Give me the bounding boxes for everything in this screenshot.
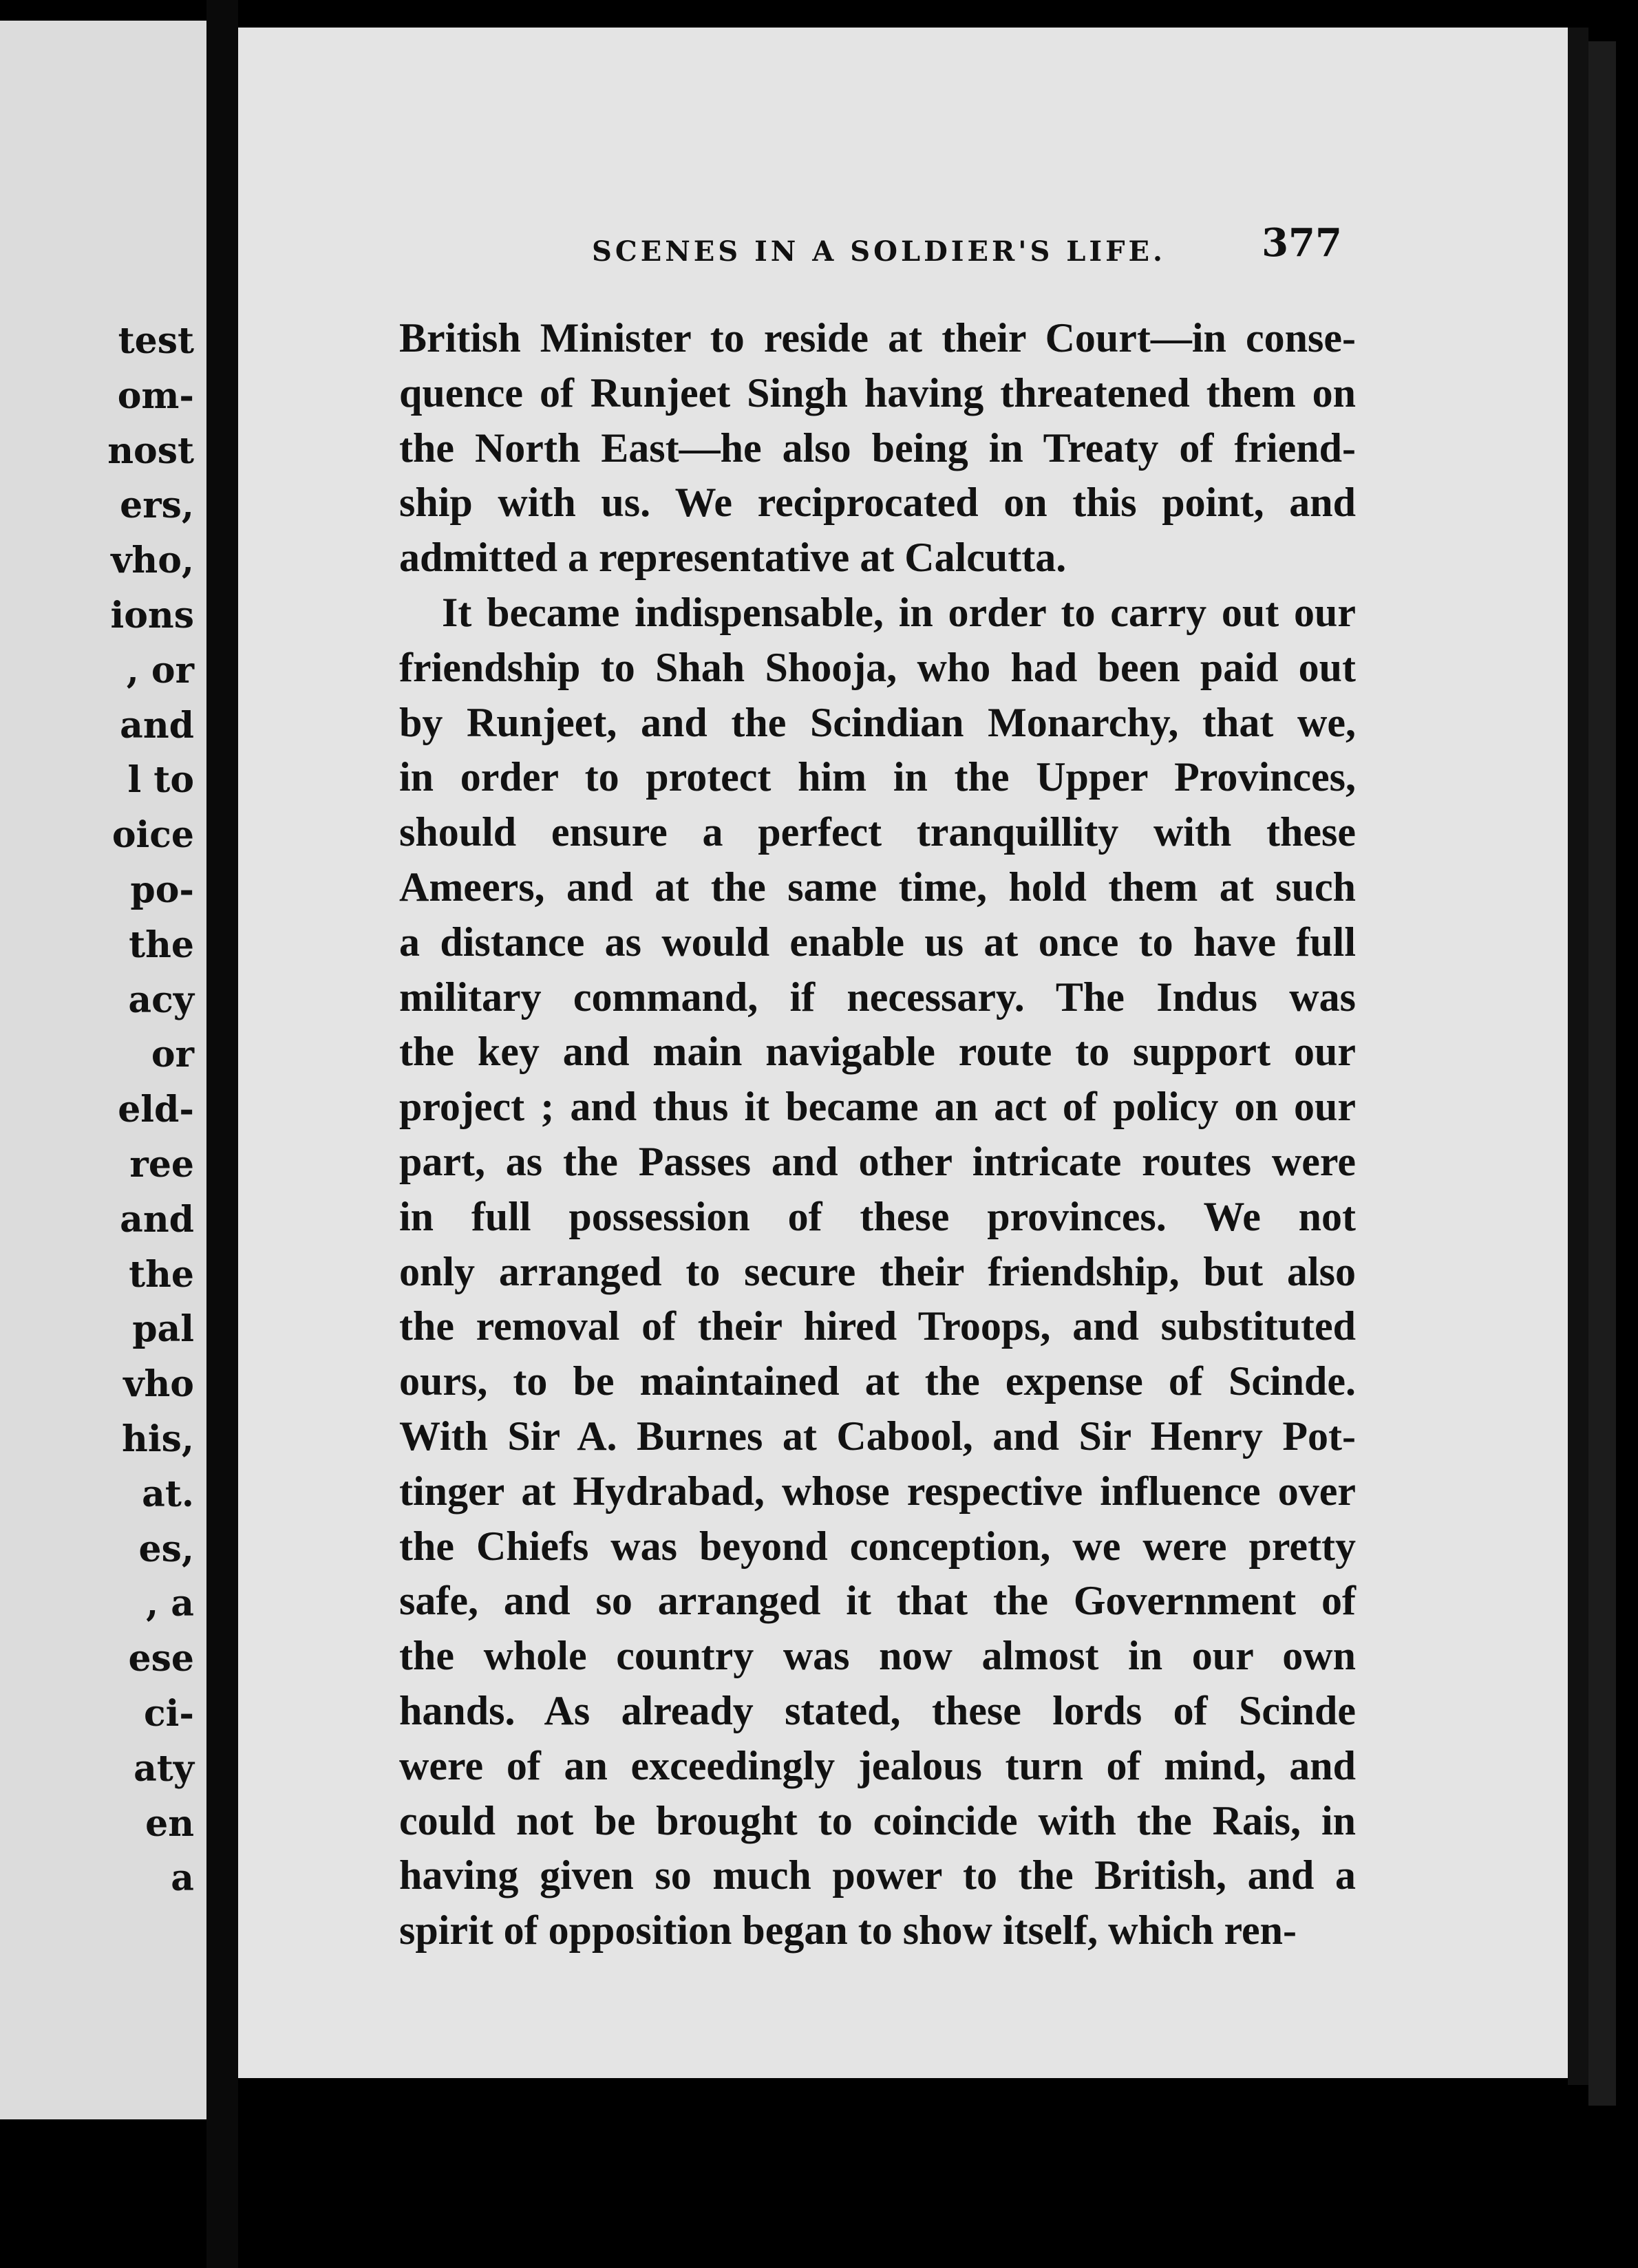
- text-line: the Chiefs was beyond conception, we were pretty: [399, 1523, 1356, 1569]
- facing-page-word-fragment: pal: [132, 1308, 194, 1351]
- facing-page-word-fragment: a: [171, 1857, 194, 1900]
- facing-page-word-fragment: nost: [107, 429, 194, 472]
- facing-page-word-fragment: at.: [142, 1473, 194, 1515]
- facing-page-word-fragment: ree: [129, 1144, 194, 1186]
- facing-page-word-fragment: , a: [146, 1583, 194, 1625]
- facing-page-word-fragment: ci-: [144, 1693, 194, 1735]
- text-line: admitted a representative at Calcutta.: [399, 535, 1067, 581]
- text-line: the key and main navigable route to support our: [399, 1029, 1356, 1075]
- text-line: in order to protect him in the Upper Provinces,: [399, 754, 1356, 800]
- facing-page-word-fragment: po-: [130, 869, 194, 911]
- text-line: ship with us. We reciprocated on this point, and: [399, 480, 1356, 526]
- facing-page-word-fragment: ese: [128, 1638, 194, 1680]
- page-number: 377: [1262, 220, 1342, 266]
- text-line: could not be brought to coincide with the Rais, in: [399, 1797, 1356, 1843]
- paragraph-2: [399, 586, 1356, 1958]
- text-line: the North East—he also being in Treaty of friend-: [399, 425, 1356, 471]
- running-head-title: SCENES IN A SOLDIER'S LIFE.: [592, 235, 1166, 268]
- facing-page-word-fragment: vho,: [111, 539, 194, 582]
- text-line: were of an exceedingly jealous turn of mind, and: [399, 1742, 1356, 1788]
- text-line: should ensure a perfect tranquillity with these: [399, 809, 1356, 855]
- text-line: the removal of their hired Troops, and substituted: [399, 1303, 1356, 1349]
- text-line: With Sir A. Burnes at Cabool, and Sir Henry Pot-: [399, 1413, 1356, 1459]
- text-line: a distance as would enable us at once to have full: [399, 919, 1356, 965]
- facing-page-word-fragment: test: [118, 320, 194, 362]
- page-edge-stack: [1588, 41, 1616, 2106]
- text-line: British Minister to reside at their Court—in conse-: [399, 315, 1356, 361]
- facing-page-word-fragment: and: [120, 1198, 194, 1241]
- text-line: spirit of opposition began to show itself, which ren-: [399, 1907, 1297, 1954]
- facing-page-word-fragment: vho: [123, 1363, 194, 1406]
- text-line: part, as the Passes and other intricate routes were: [399, 1138, 1356, 1184]
- text-line: in full possession of these provinces. We not: [399, 1193, 1356, 1239]
- text-line: only arranged to secure their friendship, but also: [399, 1248, 1356, 1294]
- running-head: [344, 220, 1342, 275]
- text-line: quence of Runjeet Singh having threatened them on: [399, 370, 1356, 416]
- body-text: [399, 311, 1356, 1958]
- facing-page-word-fragment: oice: [111, 814, 194, 857]
- text-line: tinger at Hydrabad, whose respective influence over: [399, 1468, 1356, 1514]
- facing-page-word-fragment: acy: [128, 978, 194, 1021]
- text-line: safe, and so arranged it that the Government of: [399, 1578, 1356, 1624]
- book-gutter: [206, 0, 238, 2268]
- text-line: the whole country was now almost in our own: [399, 1633, 1356, 1679]
- facing-page-word-fragment: and: [120, 704, 194, 747]
- text-line: project ; and thus it became an act of policy on our: [399, 1084, 1356, 1130]
- facing-page-word-fragment: ers,: [120, 484, 194, 527]
- facing-page-word-fragment: eld-: [118, 1089, 194, 1131]
- facing-page-word-fragment: en: [145, 1802, 194, 1845]
- text-line: It became indispensable, in order to carry out our: [442, 589, 1356, 635]
- facing-page-word-fragment: the: [129, 923, 194, 966]
- text-line: Ameers, and at the same time, hold them at such: [399, 864, 1356, 910]
- facing-page-word-fragment: , or: [126, 649, 194, 692]
- text-line: having given so much power to the British, and a: [399, 1852, 1356, 1898]
- text-line: military command, if necessary. The Indus was: [399, 974, 1356, 1020]
- text-line: hands. As already stated, these lords of Scinde: [399, 1687, 1356, 1733]
- text-line: ours, to be maintained at the expense of Scinde.: [399, 1358, 1356, 1404]
- facing-page-word-fragment: aty: [134, 1747, 194, 1790]
- facing-page-word-fragment: es,: [138, 1528, 194, 1570]
- facing-page-word-fragment: his,: [122, 1418, 194, 1460]
- page-edge-shadow: [1568, 28, 1588, 2085]
- facing-page-fragment: [0, 21, 206, 2119]
- facing-page-word-fragment: or: [151, 1034, 194, 1076]
- facing-page-word-fragment: l to: [127, 759, 194, 802]
- facing-page-word-fragment: the: [129, 1253, 194, 1296]
- text-line: by Runjeet, and the Scindian Monarchy, that we,: [399, 699, 1356, 745]
- facing-page-word-fragment: ions: [110, 595, 194, 636]
- paragraph-1: [399, 311, 1356, 586]
- facing-page-word-fragment: om-: [117, 374, 194, 417]
- text-line: friendship to Shah Shooja, who had been paid out: [399, 644, 1356, 690]
